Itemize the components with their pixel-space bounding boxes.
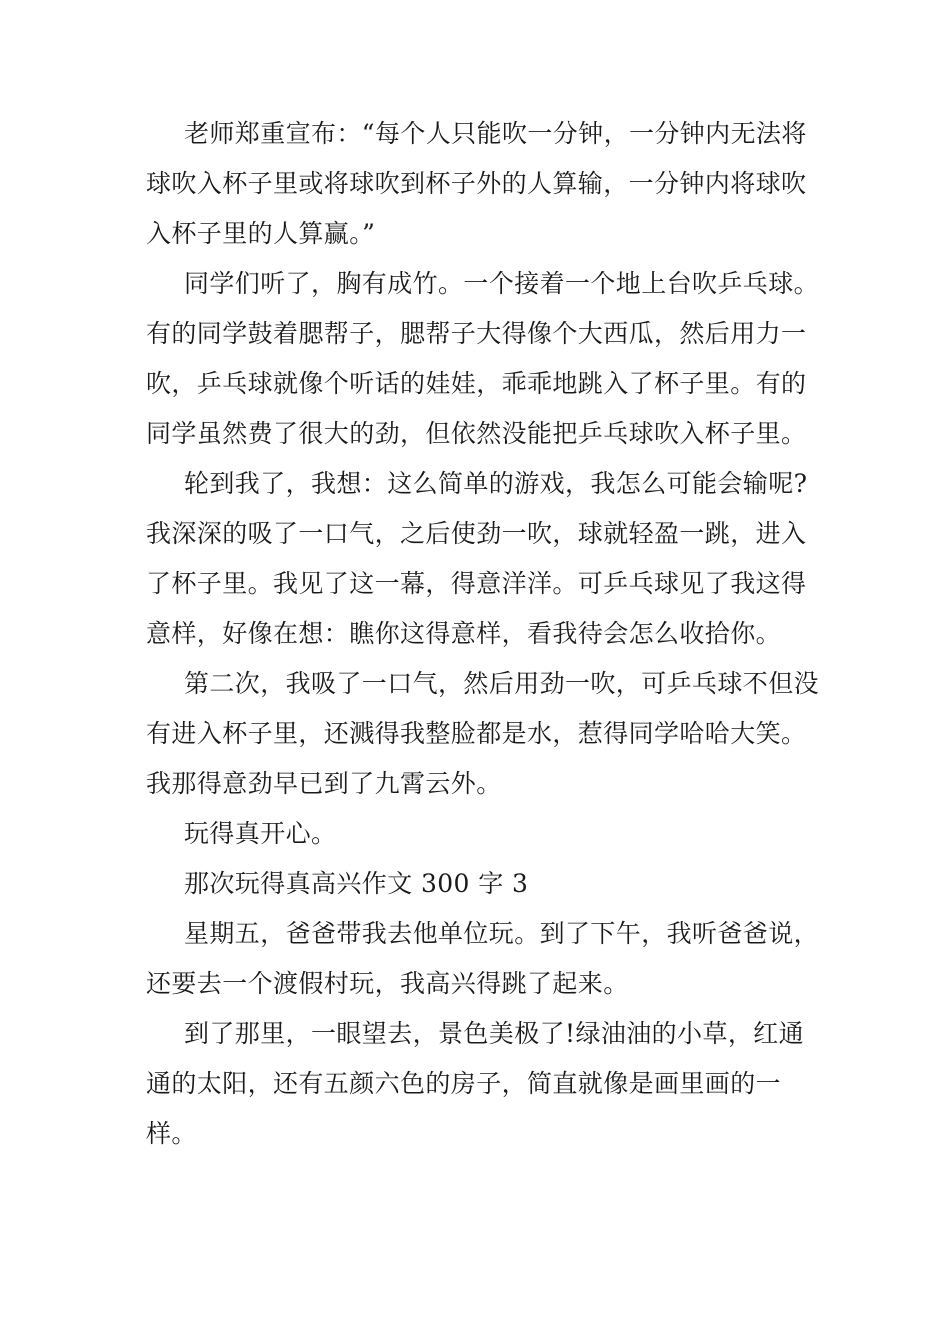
text-line: 玩得真开心。 (184, 819, 337, 848)
text-line: 我深深的吸了一口气，之后使劲一吹，球就轻盈一跳，进入 (146, 519, 807, 548)
text-line: 有的同学鼓着腮帮子，腮帮子大得像个大西瓜，然后用力一 (146, 319, 807, 348)
text-line: 同学虽然费了很大的劲，但依然没能把乒乓球吹入杯子里。 (146, 419, 807, 448)
section-heading: 那次玩得真高兴作文 300 字 3 (184, 869, 529, 898)
text-line: 老师郑重宣布：“每个人只能吹一分钟，一分钟内无法将 (184, 119, 807, 148)
text-line: 有进入杯子里，还溅得我整脸都是水，惹得同学哈哈大笑。 (146, 719, 807, 748)
text-line: 通的太阳，还有五颜六色的房子，简直就像是画里画的一 (146, 1069, 782, 1098)
text-line: 球吹入杯子里或将球吹到杯子外的人算输，一分钟内将球吹 (146, 169, 807, 198)
text-line: 到了那里，一眼望去，景色美极了!绿油油的小草，红通 (184, 1019, 805, 1048)
text-line: 还要去一个渡假村玩，我高兴得跳了起来。 (146, 969, 629, 998)
text-line: 了杯子里。我见了这一幕，得意洋洋。可乒乓球见了我这得 (146, 569, 807, 598)
text-line: 吹，乒乓球就像个听话的娃娃，乖乖地跳入了杯子里。有的 (146, 369, 807, 398)
text-line: 星期五，爸爸带我去他单位玩。到了下午，我听爸爸说， (184, 919, 820, 948)
text-line: 同学们听了，胸有成竹。一个接着一个地上台吹乒乓球。 (184, 269, 820, 298)
text-line: 我那得意劲早已到了九霄云外。 (146, 769, 502, 798)
text-line: 样。 (146, 1119, 197, 1148)
text-line: 入杯子里的人算赢。” (146, 219, 376, 248)
text-line: 第二次，我吸了一口气，然后用劲一吹，可乒乓球不但没 (184, 669, 820, 698)
text-line: 意样，好像在想：瞧你这得意样，看我待会怎么收拾你。 (146, 619, 782, 648)
text-line: 轮到我了，我想：这么简单的游戏，我怎么可能会输呢? (184, 469, 808, 498)
